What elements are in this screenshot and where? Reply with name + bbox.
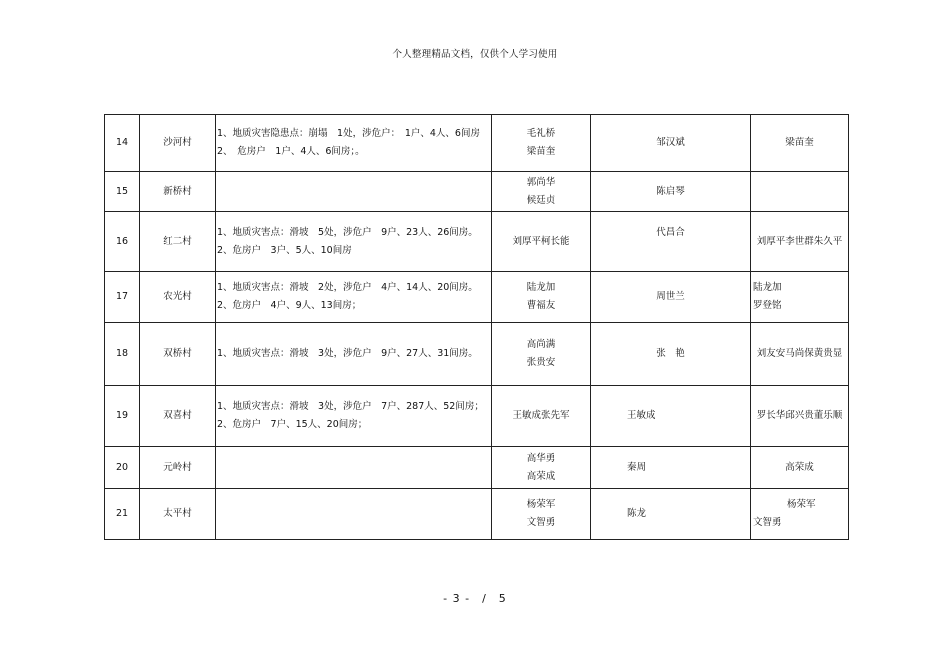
hazard-description-line: 2、危房户 7户、15人、20间房； — [217, 419, 368, 430]
hazard-description-line: 1、地质灾害点：滑坡 3处，涉危户 7户、287人、52间房； — [217, 401, 484, 412]
monitor-names-line: 曹福友 — [526, 300, 556, 311]
hazard-description — [216, 323, 492, 386]
village-name: 双喜村 — [140, 386, 216, 447]
table-row — [105, 115, 849, 172]
executor-names — [751, 386, 849, 447]
responsible-names-line: 周世兰 — [656, 291, 685, 302]
row-number: 18 — [105, 323, 140, 386]
executor-names — [751, 115, 849, 172]
hazard-description — [216, 386, 492, 447]
monitor-names-line: 陆龙加 — [526, 282, 556, 293]
row-number: 21 — [105, 489, 140, 540]
monitor-names-line: 候廷贞 — [526, 194, 556, 206]
executor-names-line: 杨荣军 — [787, 499, 816, 510]
monitor-names — [492, 115, 591, 172]
monitor-names-line: 梁苗奎 — [526, 146, 556, 157]
village-name: 沙河村 — [140, 115, 216, 172]
executor-names-line: 高荣成 — [785, 461, 814, 473]
responsible-names-line: 代昌合 — [656, 226, 685, 238]
hazard-description — [216, 115, 492, 172]
responsible-names-line: 邹汉斌 — [656, 137, 685, 148]
duty-table — [104, 114, 849, 540]
executor-names — [751, 212, 849, 272]
monitor-names — [492, 386, 591, 447]
monitor-names-line: 郭尚华 — [526, 176, 556, 188]
responsible-names-line: 陈龙 — [627, 508, 647, 519]
table-row — [105, 212, 849, 272]
responsible-names — [591, 447, 751, 489]
responsible-names — [591, 272, 751, 323]
monitor-names-line: 毛礼桥 — [526, 128, 556, 139]
table-row — [105, 447, 849, 489]
hazard-description-line: 2、危房户 4户、9人、13间房； — [217, 300, 362, 311]
responsible-names — [591, 323, 751, 386]
village-name: 新桥村 — [140, 172, 216, 212]
responsible-names — [591, 172, 751, 212]
table-row — [105, 172, 849, 212]
monitor-names — [492, 489, 591, 540]
monitor-names-line: 张贵安 — [526, 357, 556, 368]
monitor-names-line: 高华勇 — [526, 452, 556, 464]
executor-names-line: 陆龙加 — [753, 282, 782, 293]
village-name: 双桥村 — [140, 323, 216, 386]
hazard-description-line: 1、地质灾害隐患点：崩塌 1处，涉危户： 1户、4人、6间房 — [217, 128, 480, 139]
row-number: 19 — [105, 386, 140, 447]
monitor-names — [492, 323, 591, 386]
executor-names-line: 罗登铭 — [753, 300, 782, 311]
monitor-names-line: 高尚满 — [526, 339, 556, 350]
hazard-description-line: 1、地质灾害点：滑坡 2处，涉危户 4户、14人、20间房。 — [217, 282, 478, 293]
hazard-description-line: 1、地质灾害点：滑坡 5处，涉危户 9户、23人、26间房。 — [217, 226, 478, 238]
table-row — [105, 489, 849, 540]
hazard-description — [216, 489, 492, 540]
village-name: 红二村 — [140, 212, 216, 272]
responsible-names-line: 王敏成 — [627, 410, 656, 421]
monitor-names — [492, 172, 591, 212]
hazard-description-line: 2、 危房户 1户、4人、6间房；。 — [217, 146, 365, 157]
responsible-names-line — [591, 242, 750, 260]
table-row — [105, 386, 849, 447]
hazard-description — [216, 272, 492, 323]
page-number: - 3 - / 5 — [443, 592, 507, 605]
row-number: 17 — [105, 272, 140, 323]
hazard-description — [216, 447, 492, 489]
executor-names — [751, 272, 849, 323]
hazard-description — [216, 172, 492, 212]
row-number: 14 — [105, 115, 140, 172]
responsible-names-line: 陈启琴 — [656, 185, 685, 197]
responsible-names — [591, 386, 751, 447]
responsible-names — [591, 489, 751, 540]
table-row — [105, 323, 849, 386]
executor-names — [751, 447, 849, 489]
responsible-names — [591, 212, 751, 272]
monitor-names — [492, 447, 591, 489]
monitor-names — [492, 212, 591, 272]
monitor-names — [492, 272, 591, 323]
executor-names-line: 文智勇 — [753, 517, 782, 528]
hazard-description-line: 2、危房户 3户、5人、10间房 — [217, 244, 352, 256]
responsible-names-line: 秦周 — [627, 461, 647, 473]
monitor-names-line: 杨荣军 — [526, 499, 556, 510]
executor-names-line: 梁苗奎 — [785, 137, 814, 148]
executor-names-line: 罗长华邱兴贵董乐顺 — [756, 410, 843, 421]
executor-names — [751, 172, 849, 212]
monitor-names-line: 刘厚平柯长能 — [512, 235, 570, 247]
row-number: 20 — [105, 447, 140, 489]
village-name: 农光村 — [140, 272, 216, 323]
monitor-names-line: 高荣成 — [526, 470, 556, 482]
page-header-note: 个人整理精品文档，仅供个人学习使用 — [392, 49, 558, 60]
executor-names — [751, 489, 849, 540]
responsible-names-line: 张 艳 — [656, 348, 685, 359]
hazard-description-line: 1、地质灾害点：滑坡 3处，涉危户 9户、27人、31间房。 — [217, 348, 478, 359]
executor-names — [751, 323, 849, 386]
village-name: 元岭村 — [140, 447, 216, 489]
row-number: 15 — [105, 172, 140, 212]
table-row — [105, 272, 849, 323]
executor-names-line: 刘厚平李世群朱久平 — [756, 235, 843, 247]
row-number: 16 — [105, 212, 140, 272]
monitor-names-line: 王敏成张先军 — [512, 410, 570, 421]
responsible-names — [591, 115, 751, 172]
hazard-description — [216, 212, 492, 272]
executor-names-line: 刘友安马尚保黄贵显 — [756, 348, 843, 359]
village-name: 太平村 — [140, 489, 216, 540]
monitor-names-line: 文智勇 — [526, 517, 556, 528]
